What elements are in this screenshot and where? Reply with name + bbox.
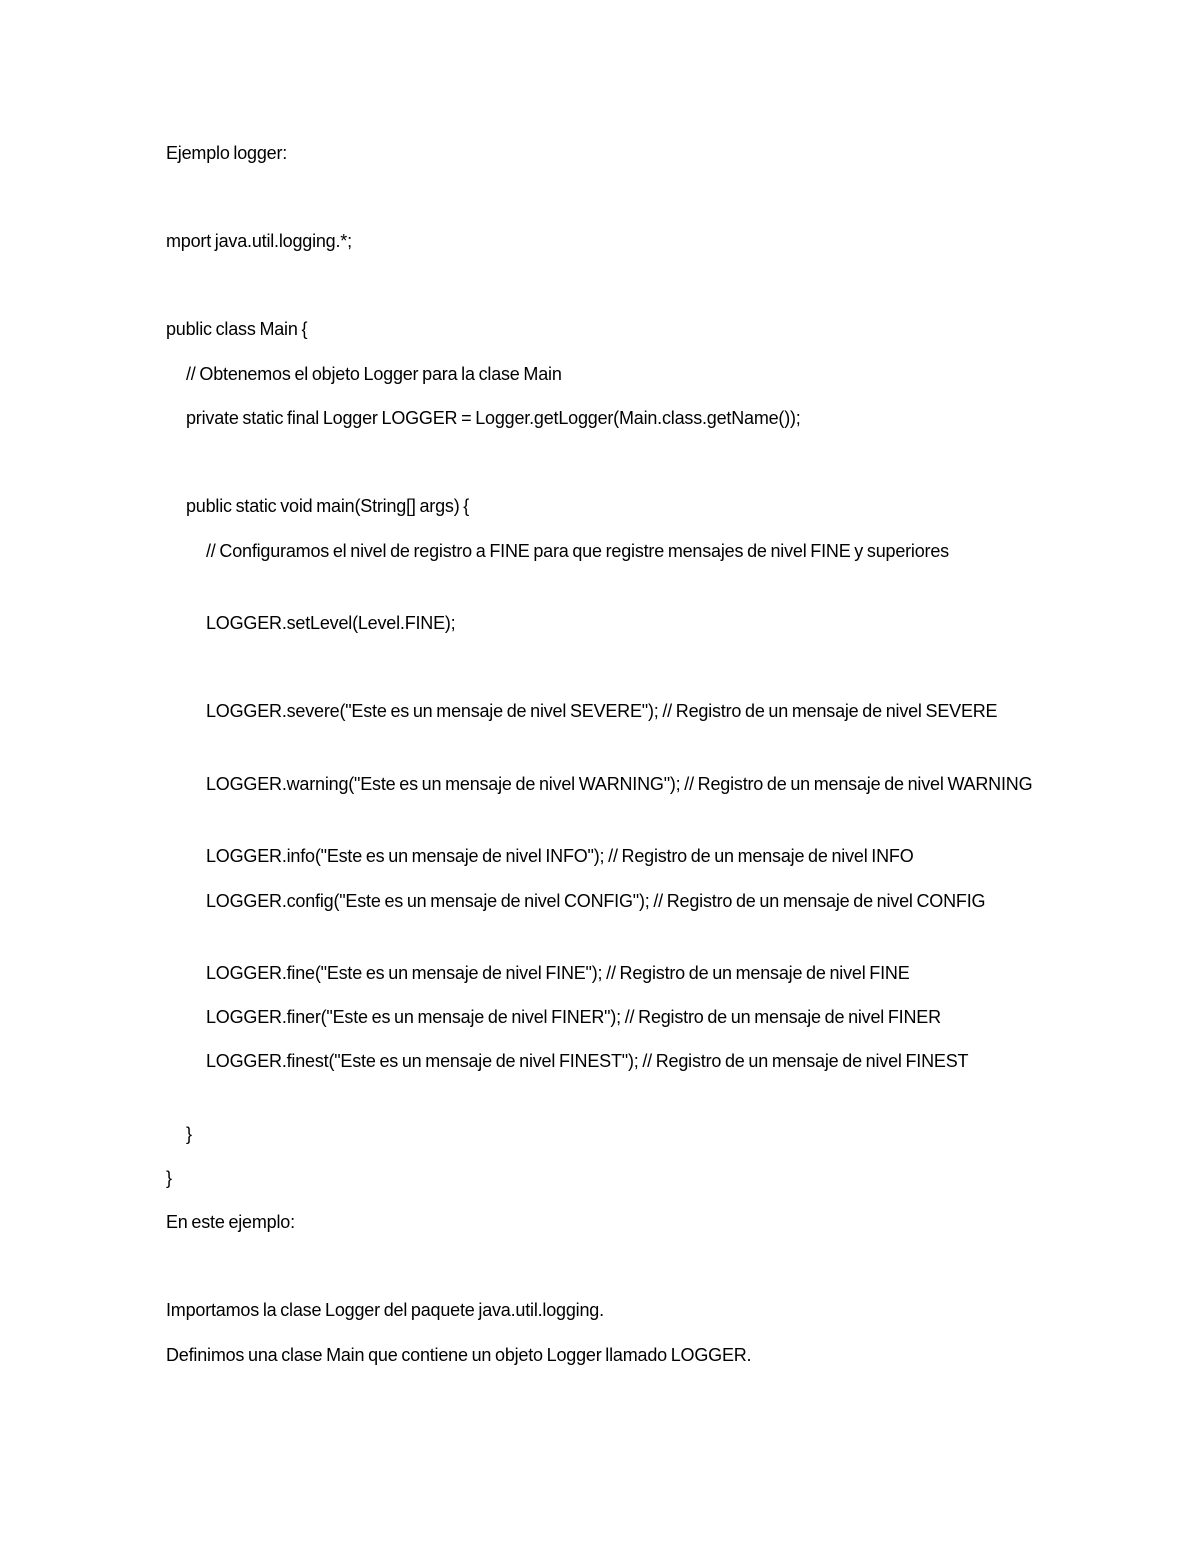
code-comment-level: // Configuramos el nivel de registro a FINE para que registre mensajes de nivel FINE y superiores (206, 541, 949, 561)
code-log-info: LOGGER.info("Este es un mensaje de nivel INFO"); // Registro de un mensaje de nivel INFO (206, 846, 914, 866)
code-log-config: LOGGER.config("Este es un mensaje de nivel CONFIG"); // Registro de un mensaje de nivel CONFIG (206, 891, 986, 911)
code-class-declaration: public class Main { (166, 319, 308, 339)
code-comment-logger: // Obtenemos el objeto Logger para la clase Main (186, 364, 562, 384)
explanation-intro: En este ejemplo: (166, 1212, 295, 1232)
code-log-finer: LOGGER.finer("Este es un mensaje de nivel FINER"); // Registro de un mensaje de nivel FINER (206, 1007, 941, 1027)
code-set-level: LOGGER.setLevel(Level.FINE); (206, 613, 456, 633)
code-logger-field: private static final Logger LOGGER = Logger.getLogger(Main.class.getName()); (186, 408, 801, 428)
code-close-main: } (186, 1124, 192, 1144)
code-close-class: } (166, 1168, 172, 1188)
code-log-finest: LOGGER.finest("Este es un mensaje de nivel FINEST"); // Registro de un mensaje de nivel FINEST (206, 1051, 969, 1071)
document-title: Ejemplo logger: (166, 143, 288, 163)
code-log-severe: LOGGER.severe("Este es un mensaje de nivel SEVERE"); // Registro de un mensaje de nivel SEVERE (206, 701, 998, 721)
explanation-point-1: Importamos la clase Logger del paquete java.util.logging. (166, 1300, 604, 1320)
code-log-fine: LOGGER.fine("Este es un mensaje de nivel FINE"); // Registro de un mensaje de nivel FINE (206, 963, 910, 983)
code-log-warning: LOGGER.warning("Este es un mensaje de nivel WARNING"); // Registro de un mensaje de nivel WARNING (206, 774, 1033, 794)
explanation-point-2: Definimos una clase Main que contiene un objeto Logger llamado LOGGER. (166, 1345, 752, 1365)
code-main-declaration: public static void main(String[] args) { (186, 496, 470, 516)
code-import-line: mport java.util.logging.*; (166, 231, 352, 251)
